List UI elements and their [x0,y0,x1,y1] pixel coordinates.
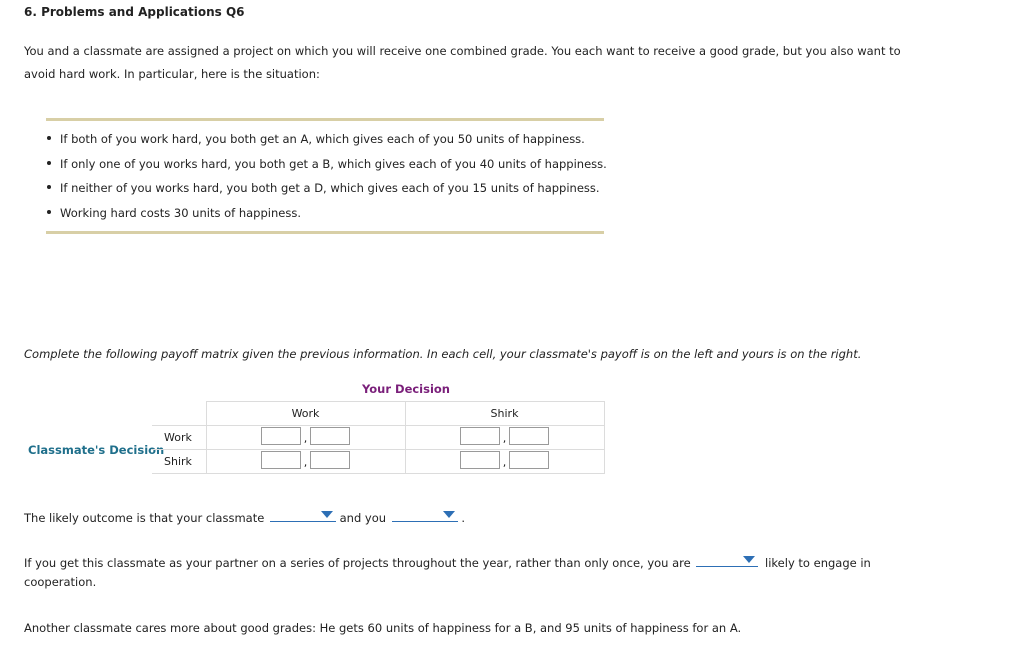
classmate-payoff-input[interactable] [261,427,301,445]
classmate-decision-label: Classmate's Decision [28,443,165,457]
row-header-shirk: Shirk [152,450,206,474]
chevron-down-icon [443,511,455,518]
payoff-cell-shirk-work: , [206,450,405,474]
payoff-cell-shirk-shirk: , [405,450,604,474]
list-item: If only one of you works hard, you both get a B, which gives each of you 40 units of happiness. [46,155,607,180]
payoff-cell-work-shirk: , [405,426,604,450]
your-outcome-dropdown[interactable] [392,508,458,522]
classmate-payoff-input[interactable] [460,427,500,445]
repeated-game-sentence: If you get this classmate as your partner on a series of projects throughout the year, rather than only once, you are likely to engage in [24,553,871,570]
top-divider [46,118,604,121]
bottom-divider [46,231,604,234]
row-header-work: Work [152,426,206,450]
chevron-down-icon [321,511,333,518]
column-header-shirk: Shirk [405,402,604,426]
list-item: Working hard costs 30 units of happiness. [46,204,607,229]
chevron-down-icon [743,556,755,563]
your-payoff-input[interactable] [310,427,350,445]
situation-list [46,130,607,228]
matrix-instruction: Complete the following payoff matrix given the previous information. In each cell, your classmate's payoff is on the left and yours is on the right. [24,347,862,361]
payoff-matrix [152,401,605,474]
question-intro: You and a classmate are assigned a project on which you will receive one combined grade. You each want to receive a good grade, but you also want to avoid hard work. In particular, here is the situation: [24,44,901,81]
question-title: 6. Problems and Applications Q6 [24,5,245,19]
likelihood-dropdown[interactable] [696,553,758,567]
another-classmate-text: Another classmate cares more about good grades: He gets 60 units of happiness for a B, and 95 units of happiness for an A. [24,621,742,635]
your-decision-label: Your Decision [361,382,450,396]
classmate-outcome-dropdown[interactable] [270,508,336,522]
your-payoff-input[interactable] [509,427,549,445]
your-payoff-input[interactable] [509,451,549,469]
list-item: If both of you work hard, you both get an A, which gives each of you 50 units of happiness. [46,130,607,155]
repeated-game-sentence-end: cooperation. [24,575,97,589]
list-item: If neither of you works hard, you both get a D, which gives each of you 15 units of happiness. [46,179,607,204]
classmate-payoff-input[interactable] [261,451,301,469]
your-payoff-input[interactable] [310,451,350,469]
outcome-sentence: The likely outcome is that your classmate and you . [24,508,465,525]
payoff-cell-work-work: , [206,426,405,450]
column-header-work: Work [206,402,405,426]
classmate-payoff-input[interactable] [460,451,500,469]
